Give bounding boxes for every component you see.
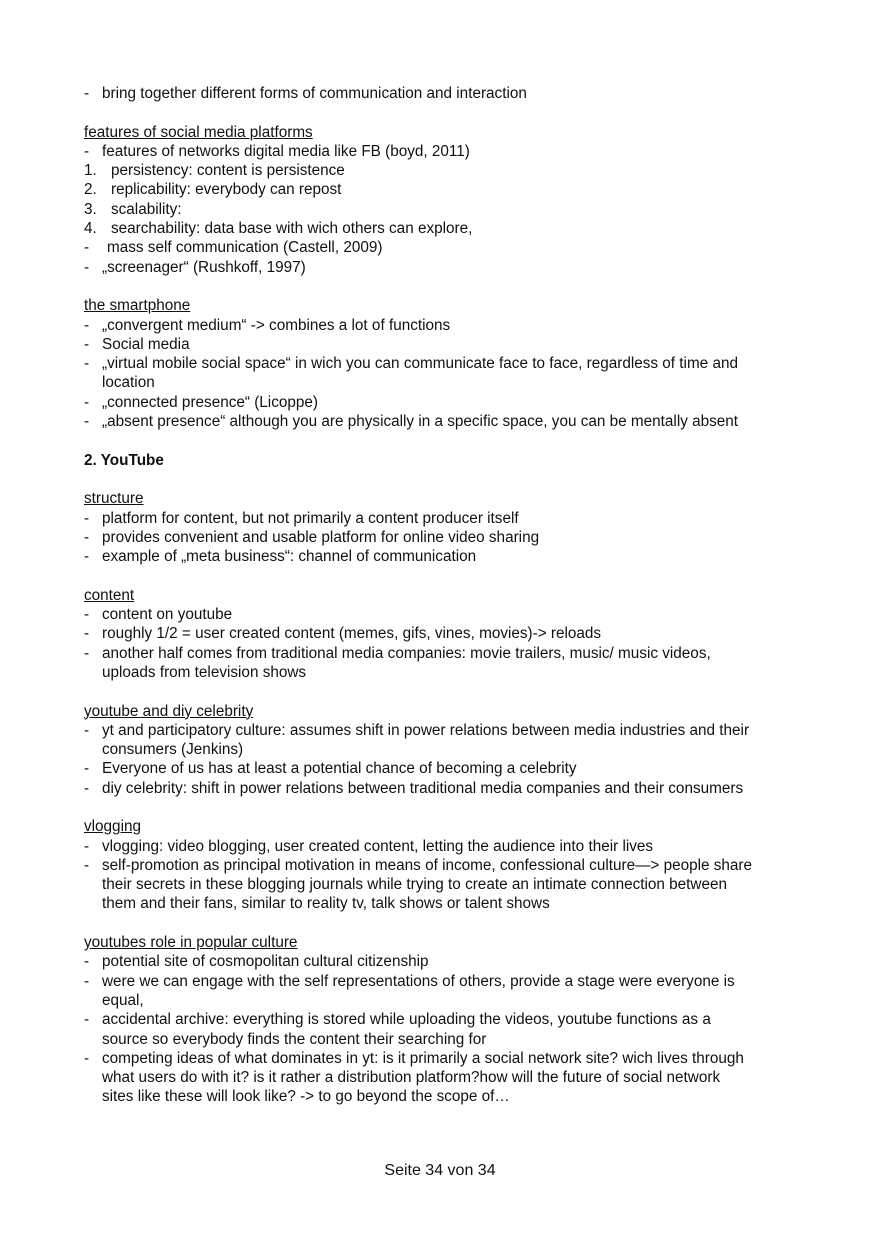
list-number: 4. [84,220,97,238]
list-item-text: platform for content, but not primarily a content producer itself [102,509,519,527]
list-item-text: competing ideas of what dominates in yt: is it primarily a social network site? wich lives through [102,1049,744,1067]
bullet-dash: - [84,142,90,160]
list-item-text: replicability: everybody can repost [111,181,342,199]
list-number: 1. [84,162,97,180]
list-item-text: features of networks digital media like FB (boyd, 2011) [102,142,470,160]
list-item-text: Everyone of us has at least a potential chance of becoming a celebrity [102,760,577,778]
bullet-dash: - [84,606,90,624]
bullet-dash: - [84,548,90,566]
section [84,817,804,913]
list-item-text: example of „meta business“: channel of communication [102,548,477,566]
list-item-text: uploads from television shows [102,663,307,681]
section [84,702,804,798]
list-item [84,335,804,354]
list-item-text: consumers (Jenkins) [102,741,244,759]
section-heading: features of social media platforms [84,123,313,141]
section [84,489,804,566]
bullet-dash: - [84,837,90,855]
list-item-text: accidental archive: everything is stored while uploading the videos, youtube functions as a [102,1011,711,1029]
bullet-dash: - [84,413,90,431]
list-item-text: Social media [102,335,190,353]
list-item-text: „absent presence“ although you are physically in a specific space, you can be mentally absent [102,413,739,431]
list-item-text: were we can engage with the self representations of others, provide a stage were everyone is [102,972,735,990]
chapter-heading: 2. YouTube [84,451,164,469]
list-number: 3. [84,200,97,218]
list-item [84,605,804,624]
list-item-text: self-promotion as principal motivation in means of income, confessional culture—> people share [102,856,753,874]
list-item-text: searchability: data base with wich others can explore, [111,220,473,238]
list-item [84,1010,804,1049]
section-heading: youtube and diy celebrity [84,702,254,720]
list-item [84,142,804,161]
list-item [84,528,804,547]
list-item-text: bring together different forms of communication and interaction [102,85,527,102]
bullet-dash: - [84,856,90,874]
list-item [84,509,804,528]
list-item [84,219,804,238]
list-item-text: „virtual mobile social space“ in wich you can communicate face to face, regardless of time and [102,355,738,373]
list-item-text: diy celebrity: shift in power relations between traditional media companies and their consumers [102,779,744,797]
list-item [84,316,804,335]
list-item-text: „connected presence“ (Licoppe) [102,393,318,411]
bullet-dash: - [84,644,90,662]
list-item [84,1049,804,1107]
list-item [84,547,804,566]
section [84,296,804,431]
list-item-text: roughly 1/2 = user created content (memes, gifs, vines, movies)-> reloads [102,625,602,643]
bullet-dash: - [84,85,90,102]
list-item-text: mass self communication (Castell, 2009) [107,239,383,257]
list-item [84,644,804,683]
list-item [84,354,804,393]
bullet-dash: - [84,509,90,527]
list-item-text: yt and participatory culture: assumes shift in power relations between media industries and their [102,721,750,739]
list-item-text: what users do with it? is it rather a distribution platform?how will the future of social network [102,1069,721,1087]
list-item [84,393,804,412]
bullet-dash: - [84,258,90,276]
page-number: Seite 34 von 34 [384,1162,496,1179]
bullet-dash: - [84,721,90,739]
bullet-dash: - [84,239,90,257]
list-item-text: location [102,374,155,392]
list-item-text: scalability: [111,200,182,218]
list-item-text: vlogging: video blogging, user created content, letting the audience into their lives [102,837,654,855]
bullet-dash: - [84,335,90,353]
list-item-text: equal, [102,991,144,1009]
section-heading: the smartphone [84,297,191,315]
list-item [84,200,804,219]
list-item [84,721,804,760]
list-item-text: „screenager“ (Rushkoff, 1997) [102,258,306,276]
bullet-dash: - [84,953,90,971]
section [84,84,804,103]
bullet-dash: - [84,1049,90,1067]
document-body [84,84,804,1107]
list-item-text: provides convenient and usable platform for online video sharing [102,528,540,546]
list-item [84,180,804,199]
section-heading: content [84,586,135,604]
list-item [84,837,804,856]
list-item-text: sites like these will look like? -> to go beyond the scope of… [102,1088,510,1106]
list-item [84,258,804,277]
list-item [84,952,804,971]
bullet-dash: - [84,528,90,546]
list-item-text: their secrets in these blogging journals while trying to create an intimate connection between [102,876,727,894]
list-item [84,759,804,778]
section [84,123,804,277]
list-item [84,624,804,643]
bullet-dash: - [84,779,90,797]
list-number: 2. [84,181,97,199]
list-item [84,972,804,1011]
list-item [84,84,804,103]
list-item-text: them and their fans, similar to reality tv, talk shows or talent shows [102,895,550,913]
list-item [84,779,804,798]
list-item [84,412,804,431]
bullet-dash: - [84,355,90,373]
list-item [84,238,804,257]
list-item-text: potential site of cosmopolitan cultural citizenship [102,953,429,971]
section-heading: vlogging [84,818,141,836]
bullet-dash: - [84,760,90,778]
list-item [84,856,804,914]
bullet-dash: - [84,972,90,990]
list-item-text: content on youtube [102,606,233,624]
section-heading: youtubes role in popular culture [84,934,298,952]
section [84,451,804,470]
list-item [84,161,804,180]
bullet-dash: - [84,316,90,334]
list-item-text: another half comes from traditional media companies: movie trailers, music/ music videos, [102,644,711,662]
section-heading: structure [84,490,144,508]
bullet-dash: - [84,625,90,643]
section [84,933,804,1107]
section [84,586,804,682]
list-item-text: source so everybody finds the content their searching for [102,1030,487,1048]
bullet-dash: - [84,1011,90,1029]
list-item-text: „convergent medium“ -> combines a lot of functions [102,316,451,334]
list-item-text: persistency: content is persistence [111,162,345,180]
bullet-dash: - [84,393,90,411]
